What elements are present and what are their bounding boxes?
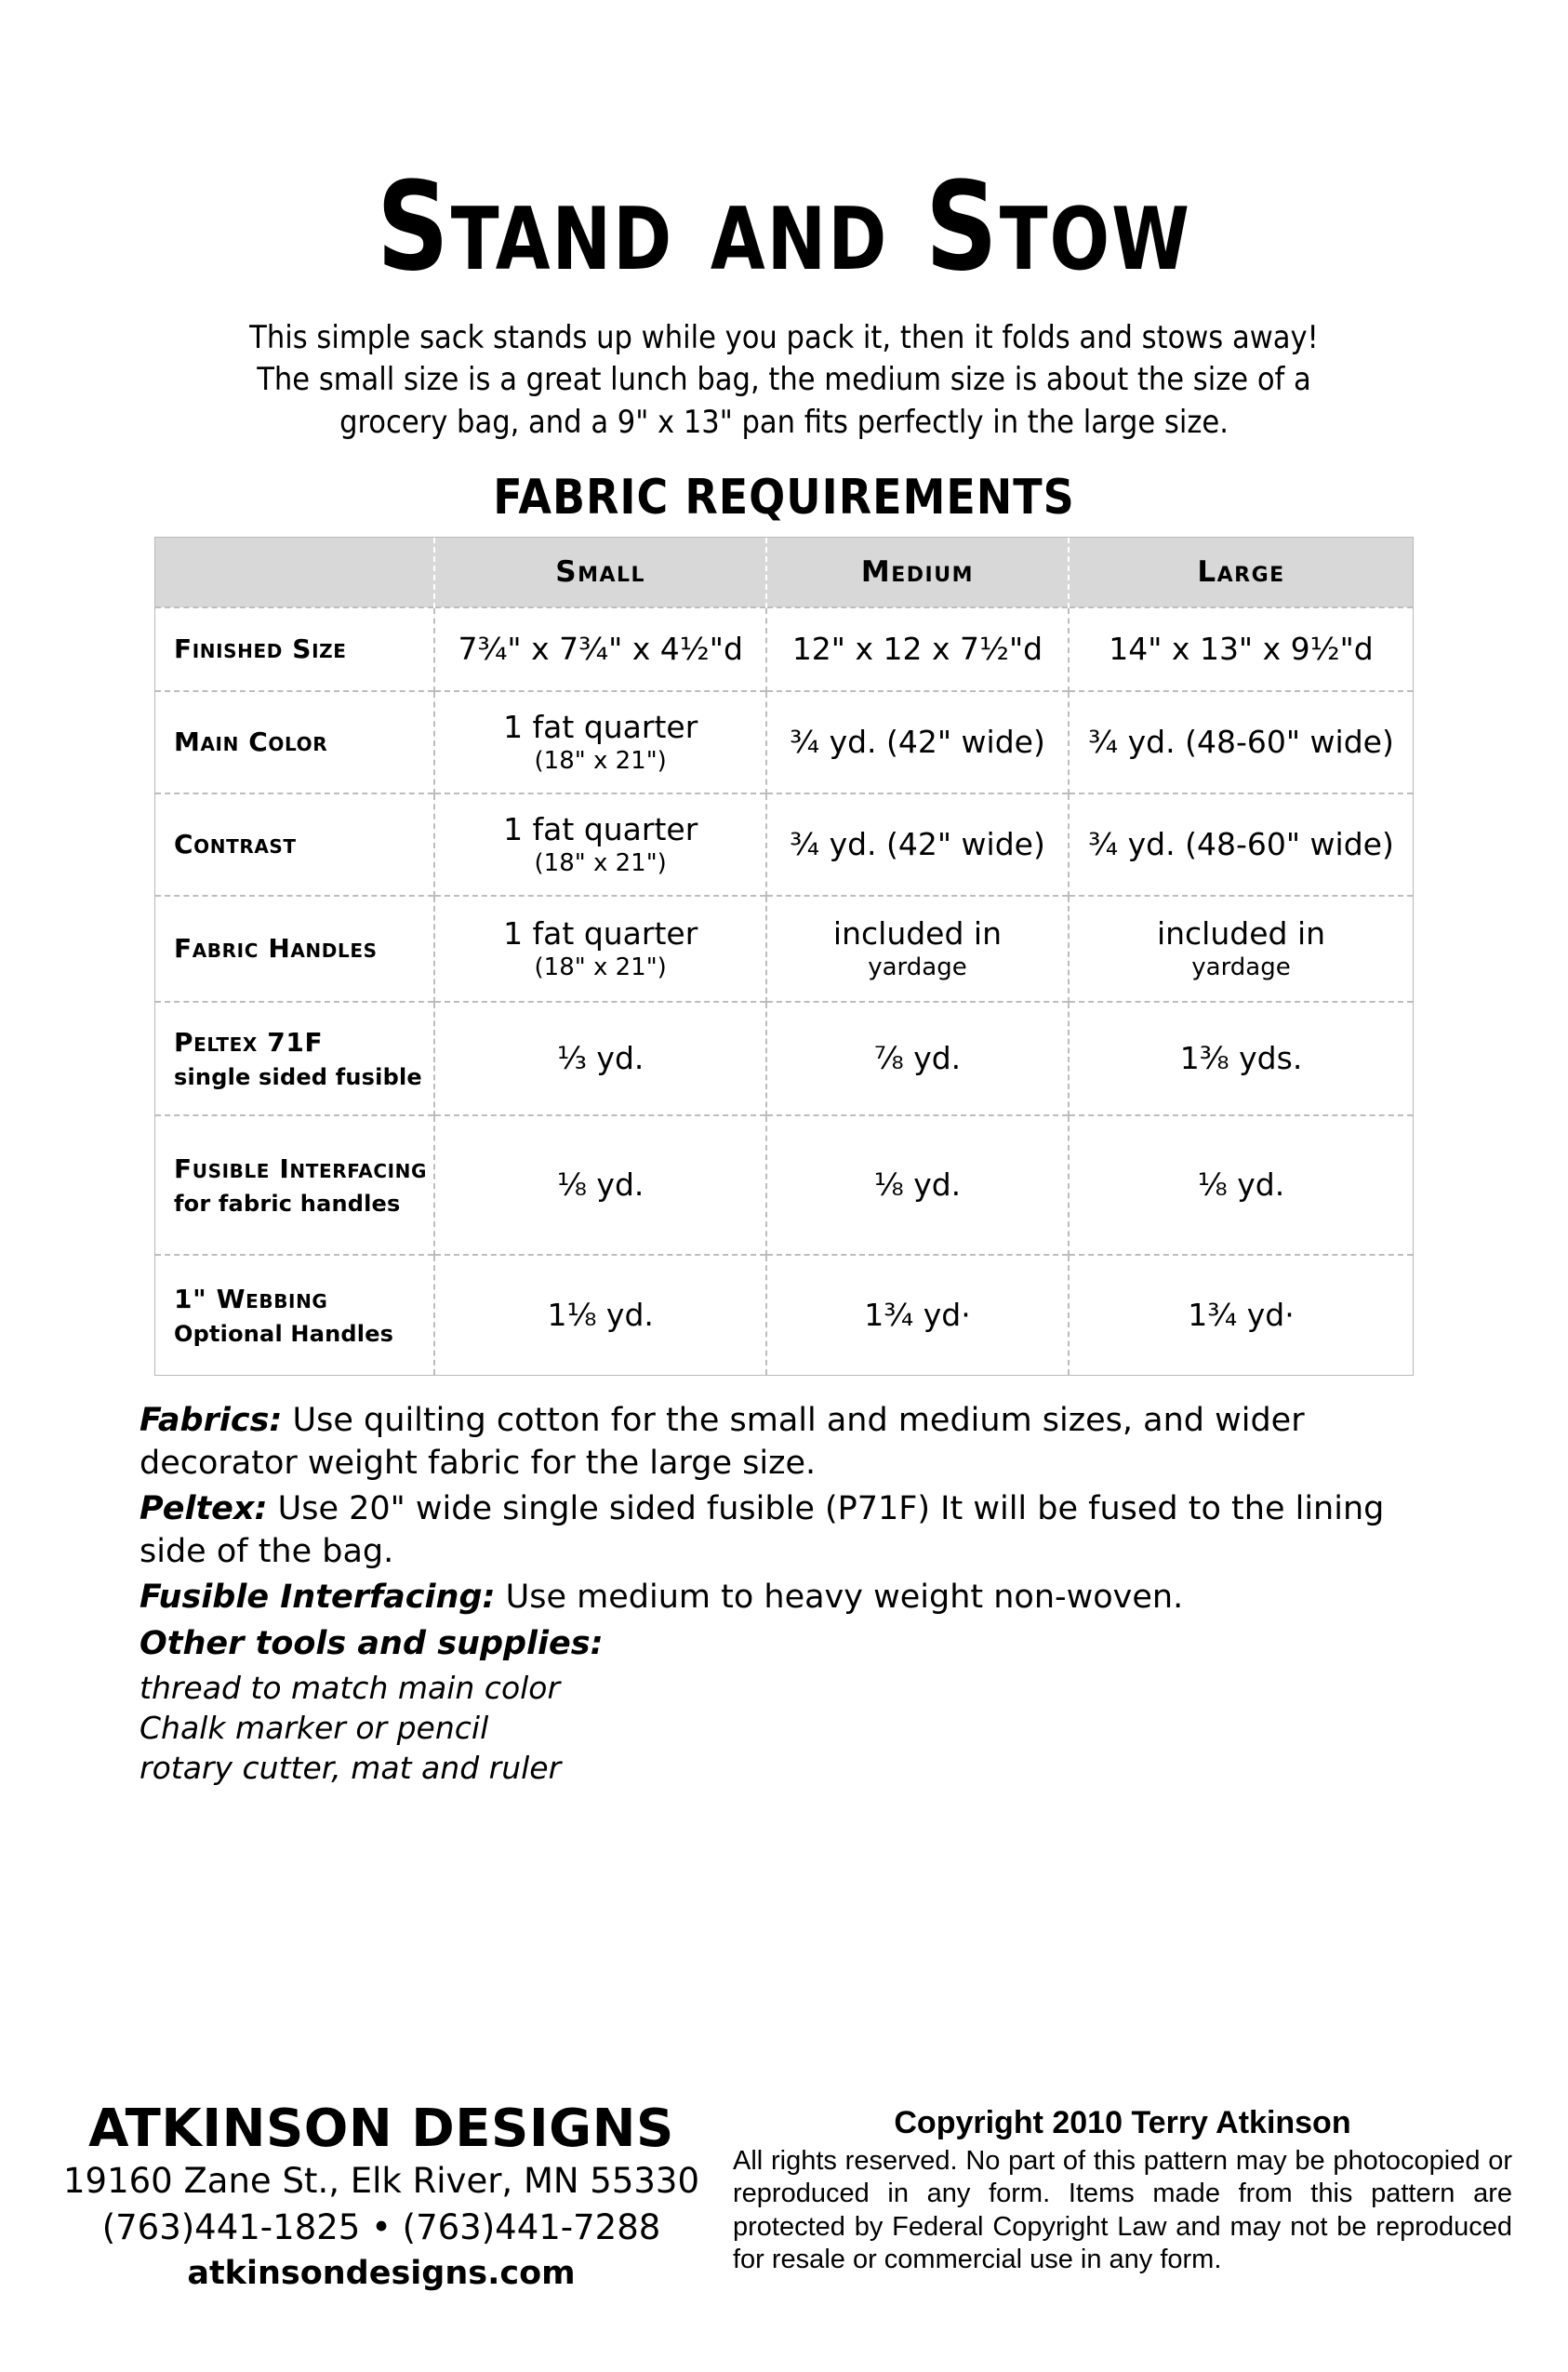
note-peltex — [140, 1488, 1442, 1573]
cell-finished-size-small — [434, 607, 765, 691]
cell-main-color-large — [1069, 691, 1413, 793]
row-label-text: Peltex 71F — [174, 1026, 324, 1058]
cell-contrast-large — [1069, 793, 1413, 896]
cell-value: included in — [1156, 915, 1326, 953]
section-heading-fabric-requirements: FABRIC REQUIREMENTS — [493, 469, 1075, 526]
cell-main-color-medium — [766, 691, 1069, 793]
notes-section — [140, 1400, 1442, 1789]
cell-finished-size-large — [1069, 607, 1413, 691]
row-label-text: Fabric Handles — [174, 933, 378, 965]
column-header-large: Large — [1069, 538, 1413, 607]
table-row — [155, 1255, 1413, 1375]
note-fabrics-label: Fabrics: — [140, 1402, 283, 1440]
row-label-fabric-handles — [155, 896, 434, 1002]
cell-value: 14" x 13" x 9½"d — [1109, 631, 1374, 668]
cell-contrast-medium — [766, 793, 1069, 896]
cell-peltex-medium — [766, 1002, 1069, 1115]
note-interfacing-label: Fusible Interfacing: — [140, 1579, 496, 1617]
cell-value: 1¾ yd· — [1188, 1297, 1295, 1334]
cell-value: 1 fat quarter — [503, 915, 698, 953]
cell-value: ⅛ yd. — [873, 1166, 962, 1204]
row-label-main-color — [155, 691, 434, 793]
cell-value: 1¾ yd· — [864, 1297, 971, 1334]
table-row — [155, 896, 1413, 1002]
table-row — [155, 691, 1413, 793]
cell-value: ¾ yd. (42" wide) — [790, 724, 1045, 761]
note-fabrics-text: Use quilting cotton for the small and medium sizes, and wider decorator weight fabric for the large size. — [140, 1402, 1305, 1482]
cell-subvalue: (18" x 21") — [534, 953, 667, 982]
table-row — [155, 793, 1413, 896]
subtitle-line-1: This simple sack stands up while you pack it, then it folds and stows away! — [249, 318, 1319, 356]
cell-peltex-large — [1069, 1002, 1413, 1115]
company-phones: (763)441-1825 • (763)441-7288 — [101, 2207, 661, 2248]
cell-peltex-small — [434, 1002, 765, 1115]
copyright-body: All rights reserved. No part of this pattern may be photocopied or reproduced in any form. Items made from this pattern are protected by Federal Copyright Law and may not be reproduced for resale or commercial use in any form. — [733, 2145, 1512, 2275]
note-other-tools-heading — [140, 1623, 1442, 1666]
cell-fabric-handles-small — [434, 896, 765, 1002]
cell-value: ¾ yd. (48-60" wide) — [1088, 724, 1394, 761]
cell-interfacing-small — [434, 1115, 765, 1255]
row-sublabel-text: Optional Handles — [174, 1321, 394, 1348]
row-label-peltex-71f — [155, 1002, 434, 1115]
cell-value: ⅞ yd. — [873, 1040, 962, 1077]
cell-finished-size-medium — [766, 607, 1069, 691]
note-interfacing — [140, 1577, 1442, 1619]
cell-value: included in — [832, 915, 1003, 953]
row-label-text: Contrast — [174, 829, 297, 860]
cell-value: ¾ yd. (48-60" wide) — [1088, 826, 1394, 863]
cell-value: ⅛ yd. — [556, 1166, 644, 1204]
other-tools-heading-text: Other tools and supplies: — [140, 1624, 604, 1662]
row-label-fusible-interfacing — [155, 1115, 434, 1255]
row-label-text: Fusible Interfacing — [174, 1153, 427, 1184]
cell-subvalue: yardage — [868, 953, 967, 982]
note-interfacing-text: Use medium to heavy weight non-woven. — [495, 1579, 1184, 1617]
column-header-small: Small — [434, 538, 765, 607]
company-info — [56, 2098, 707, 2292]
cell-interfacing-large — [1069, 1115, 1413, 1255]
row-sublabel-text: single sided fusible — [174, 1064, 422, 1091]
row-label-finished-size — [155, 607, 434, 691]
company-website[interactable]: atkinsondesigns.com — [187, 2255, 576, 2292]
row-label-contrast — [155, 793, 434, 896]
cell-subvalue: yardage — [1191, 953, 1291, 982]
cell-interfacing-medium — [766, 1115, 1069, 1255]
table-header-row — [155, 538, 1413, 607]
table-row — [155, 1115, 1413, 1255]
cell-webbing-small — [434, 1255, 765, 1375]
cell-fabric-handles-medium — [766, 896, 1069, 1002]
cell-value: ⅛ yd. — [1197, 1166, 1285, 1204]
cell-value: 7¾" x 7¾" x 4½"d — [458, 631, 743, 668]
cell-webbing-medium — [766, 1255, 1069, 1375]
tool-item: thread to match main color — [140, 1670, 561, 1707]
column-header-medium: Medium — [766, 538, 1069, 607]
table-row — [155, 1002, 1413, 1115]
page-footer — [0, 2098, 1568, 2292]
row-sublabel-text: for fabric handles — [174, 1191, 401, 1218]
tool-item: rotary cutter, mat and ruler — [140, 1750, 562, 1787]
cell-value: 1⅜ yds. — [1179, 1040, 1303, 1077]
cell-fabric-handles-large — [1069, 896, 1413, 1002]
cell-value: ⅓ yd. — [556, 1040, 644, 1077]
cell-value: 1 fat quarter — [503, 709, 698, 746]
tool-item: Chalk marker or pencil — [140, 1710, 489, 1747]
cell-value: 12" x 12 x 7½"d — [791, 631, 1043, 668]
row-label-webbing — [155, 1255, 434, 1375]
note-fabrics — [140, 1400, 1442, 1485]
company-address: 19160 Zane St., Elk River, MN 55330 — [62, 2161, 700, 2202]
note-peltex-label: Peltex: — [140, 1490, 268, 1528]
subtitle-block — [0, 317, 1568, 445]
copyright-title: Copyright 2010 Terry Atkinson — [894, 2104, 1351, 2140]
column-header-blank — [155, 538, 434, 607]
row-label-text: Main Color — [174, 726, 328, 758]
fabric-requirements-table — [154, 537, 1414, 1376]
subtitle-line-2: The small size is a great lunch bag, the medium size is about the size of a — [257, 361, 1311, 399]
row-label-text: Finished Size — [174, 633, 347, 665]
cell-webbing-large — [1069, 1255, 1413, 1375]
row-label-text: 1" Webbing — [174, 1283, 328, 1314]
cell-value: 1 fat quarter — [503, 811, 698, 848]
note-peltex-text: Use 20" wide single sided fusible (P71F) It will be fused to the lining side of the bag. — [140, 1490, 1385, 1570]
copyright-block — [707, 2101, 1512, 2277]
cell-main-color-small — [434, 691, 765, 793]
subtitle-line-3: grocery bag, and a 9" x 13" pan fits perfectly in the large size. — [339, 403, 1229, 441]
table-row — [155, 607, 1413, 691]
cell-value: ¾ yd. (42" wide) — [790, 826, 1045, 863]
cell-contrast-small — [434, 793, 765, 896]
company-name: ATKINSON DESIGNS — [88, 2098, 674, 2159]
cell-value: 1⅛ yd. — [547, 1297, 654, 1334]
cell-subvalue: (18" x 21") — [534, 849, 667, 878]
cell-subvalue: (18" x 21") — [534, 747, 667, 776]
page-title: Stand and Stow — [376, 156, 1191, 300]
